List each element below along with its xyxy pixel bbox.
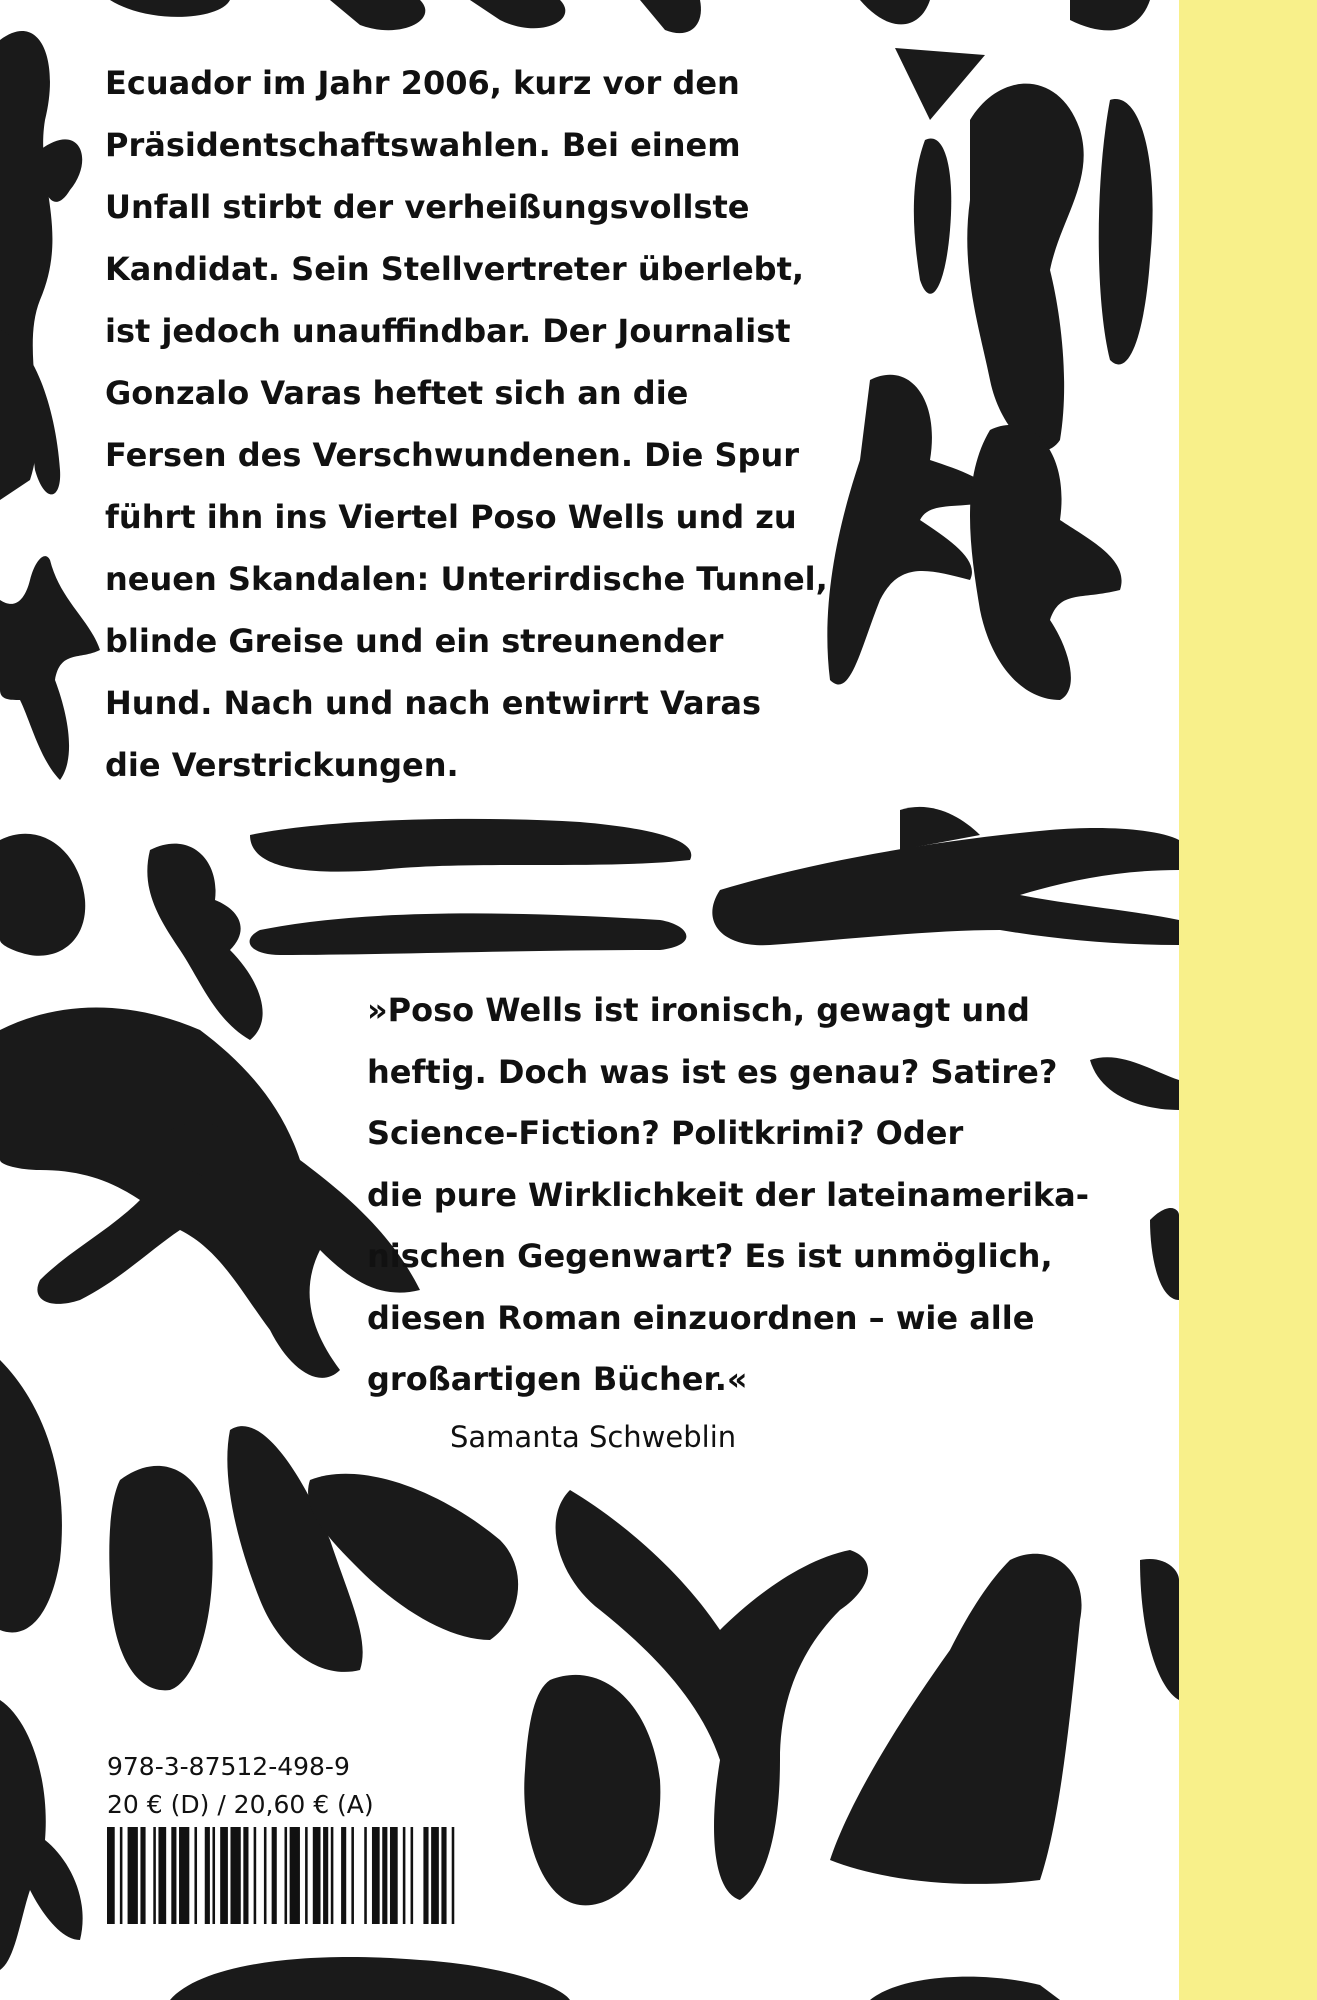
ink-shape (640, 0, 701, 33)
ink-shape (712, 828, 1179, 945)
ink-shape (0, 556, 100, 780)
blurb-line: Fersen des Verschwundenen. Die Spur (105, 436, 799, 474)
barcode-bar (452, 1827, 455, 1924)
ink-shape (914, 138, 951, 293)
blurb-line: neuen Skandalen: Unterirdische Tunnel, (105, 560, 828, 598)
quote-line: nischen Gegenwart? Es ist unmöglich, (367, 1237, 1053, 1275)
barcode-bar (403, 1827, 406, 1924)
barcode (107, 1827, 462, 1924)
quote-line: diesen Roman einzuordnen – wie alle (367, 1298, 1035, 1337)
ink-shape (147, 844, 262, 1040)
barcode-bar (285, 1827, 288, 1924)
blurb-line: führt ihn ins Viertel Poso Wells und zu (105, 498, 797, 536)
barcode-bar (372, 1827, 380, 1924)
barcode-bar (194, 1827, 197, 1924)
blurb-line: blinde Greise und ein streunender (105, 622, 724, 660)
barcode-bar (290, 1827, 300, 1924)
ink-shape (860, 0, 930, 24)
blurb-line: Ecuador im Jahr 2006, kurz vor den (105, 64, 740, 102)
ink-shape (110, 0, 230, 17)
review-quote (367, 980, 1127, 1411)
ink-shape (1070, 0, 1150, 30)
quote-line: »Poso Wells ist ironisch, gewagt und (367, 991, 1030, 1029)
barcode-bar (313, 1827, 321, 1924)
blurb-line: Unfall stirbt der verheißungsvollste (105, 188, 750, 226)
barcode-bar (107, 1827, 115, 1924)
blurb-line: Gonzalo Varas heftet sich an die (105, 374, 689, 412)
spine-color-band (1179, 0, 1317, 2000)
blurb-line: die Verstrickungen. (105, 746, 459, 784)
barcode-bar (243, 1827, 248, 1924)
ink-shape (524, 1675, 660, 1905)
ink-shape (0, 1360, 62, 1632)
ink-shape (0, 1008, 420, 1378)
ink-shape (967, 84, 1083, 451)
ink-shape (40, 139, 82, 202)
barcode-bar (264, 1827, 267, 1924)
barcode-bar (364, 1827, 367, 1924)
ink-shape (895, 48, 985, 120)
ink-shape (0, 1700, 83, 1970)
blurb-text (105, 52, 865, 796)
barcode-bar (254, 1827, 257, 1924)
barcode-bar (272, 1827, 277, 1924)
ink-shape (470, 0, 565, 28)
barcode-bar (140, 1827, 145, 1924)
barcode-bar (382, 1827, 387, 1924)
barcode-bar (390, 1827, 398, 1924)
ink-shape (330, 0, 425, 30)
ink-shape (250, 913, 687, 955)
barcode-bar (411, 1827, 414, 1924)
barcode-bar (205, 1827, 210, 1924)
ink-shape (1150, 1208, 1179, 1300)
ink-shape (870, 1977, 1060, 2000)
ink-shape (970, 425, 1122, 700)
ink-shape (1099, 99, 1153, 364)
barcode-bar (423, 1827, 428, 1924)
barcode-bar (158, 1827, 166, 1924)
barcode-bar (179, 1827, 189, 1924)
barcode-bar (128, 1827, 138, 1924)
ink-shape (0, 834, 85, 956)
quote-line: die pure Wirklichkeit der lateinamerika- (367, 1175, 1089, 1214)
quote-attribution: Samanta Schweblin (450, 1420, 737, 1454)
barcode-bar (120, 1827, 123, 1924)
isbn-number: 978-3-87512-498-9 (107, 1752, 350, 1781)
ink-shape (250, 819, 691, 872)
quote-line: Science-Fiction? Politkrimi? Oder (367, 1114, 964, 1152)
barcode-bar (230, 1827, 240, 1924)
barcode-bar (441, 1827, 446, 1924)
ink-shape (170, 1957, 570, 2000)
price-label: 20 € (D) / 20,60 € (A) (107, 1790, 374, 1819)
barcode-bar (431, 1827, 439, 1924)
ink-shape (830, 1554, 1082, 1884)
blurb-line: ist jedoch unauffindbar. Der Journalist (105, 312, 791, 350)
barcode-bar (153, 1827, 156, 1924)
barcode-bar (323, 1827, 328, 1924)
barcode-bar (331, 1827, 334, 1924)
quote-line: großartigen Bücher.« (367, 1360, 748, 1398)
barcode-bar (220, 1827, 228, 1924)
blurb-line: Hund. Nach und nach entwirrt Varas (105, 684, 762, 722)
quote-line: heftig. Doch was ist es genau? Satire? (367, 1052, 1058, 1091)
ink-shape (1140, 1559, 1179, 1700)
ink-shape (109, 1466, 212, 1690)
blurb-line: Kandidat. Sein Stellvertreter überlebt, (105, 250, 805, 288)
barcode-bar (341, 1827, 346, 1924)
barcode-bar (351, 1827, 354, 1924)
blurb-line: Präsidentschaftswahlen. Bei einem (105, 126, 741, 164)
barcode-bar (305, 1827, 308, 1924)
barcode-bar (212, 1827, 215, 1924)
barcode-bar (171, 1827, 176, 1924)
